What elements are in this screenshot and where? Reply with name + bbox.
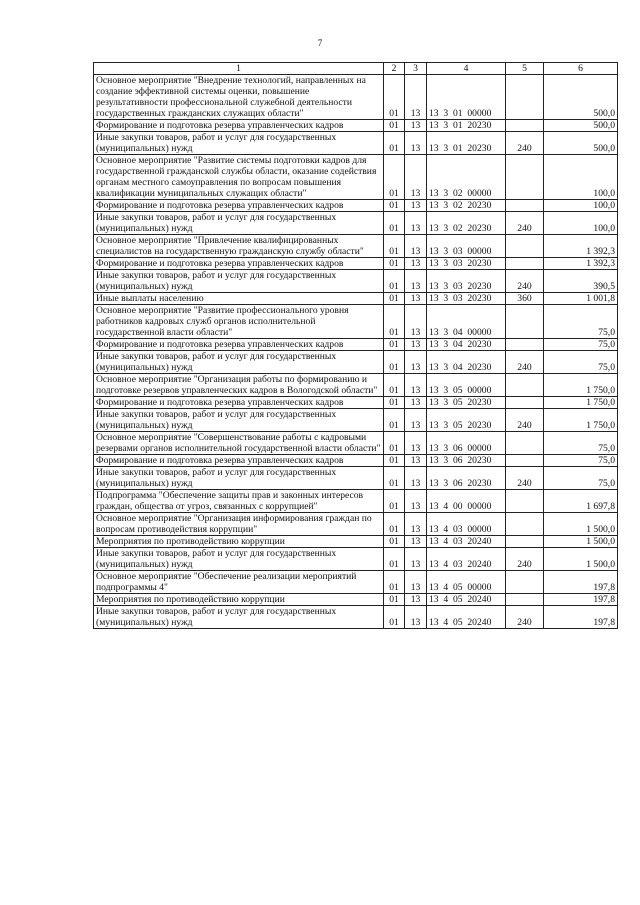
cell-name: Основное мероприятие "Привлечение квалифицированных специалистов на государственную гражданскую службу области" (94, 235, 384, 258)
cell-amount: 75,0 (544, 455, 618, 467)
table-row (94, 409, 618, 432)
cell-expense-type (506, 397, 544, 409)
table-row (94, 467, 618, 490)
cell-amount: 197,8 (544, 571, 618, 594)
cell-subsection: 13 (405, 212, 427, 235)
cell-name: Основное мероприятие "Развитие профессионального уровня работников кадровых служб органов исполнительной государственной власти области" (94, 305, 384, 339)
cell-target-article: 13 3 01 00000 (427, 75, 506, 120)
table-row (94, 132, 618, 155)
cell-name: Основное мероприятие "Совершенствование работы с кадровыми резервами органов исполнительной государственной власти области" (94, 432, 384, 455)
cell-expense-type (506, 490, 544, 513)
budget-table (93, 62, 618, 629)
cell-target-article: 13 3 05 20230 (427, 409, 506, 432)
cell-subsection: 13 (405, 258, 427, 270)
cell-expense-type: 240 (506, 467, 544, 490)
cell-expense-type: 240 (506, 132, 544, 155)
cell-target-article: 13 3 03 20230 (427, 270, 506, 293)
cell-target-article: 13 3 06 20230 (427, 455, 506, 467)
cell-section: 01 (384, 513, 405, 536)
cell-target-article: 13 3 04 20230 (427, 351, 506, 374)
table-row (94, 606, 618, 629)
cell-expense-type (506, 120, 544, 132)
cell-amount: 100,0 (544, 200, 618, 212)
cell-amount: 1 750,0 (544, 374, 618, 397)
cell-expense-type (506, 536, 544, 548)
cell-amount: 75,0 (544, 467, 618, 490)
cell-amount: 1 750,0 (544, 409, 618, 432)
table-row (94, 455, 618, 467)
cell-subsection: 13 (405, 467, 427, 490)
cell-expense-type: 240 (506, 548, 544, 571)
cell-name: Формирование и подготовка резерва управленческих кадров (94, 339, 384, 351)
table-row (94, 200, 618, 212)
cell-name: Иные закупки товаров, работ и услуг для государственных (муниципальных) нужд (94, 212, 384, 235)
cell-amount: 1 500,0 (544, 536, 618, 548)
cell-amount: 1 697,8 (544, 490, 618, 513)
cell-expense-type (506, 75, 544, 120)
cell-amount: 500,0 (544, 120, 618, 132)
header-row (94, 63, 618, 75)
cell-subsection: 13 (405, 513, 427, 536)
cell-subsection: 13 (405, 235, 427, 258)
cell-subsection: 13 (405, 606, 427, 629)
cell-name: Иные закупки товаров, работ и услуг для государственных (муниципальных) нужд (94, 548, 384, 571)
cell-expense-type: 240 (506, 212, 544, 235)
cell-section: 01 (384, 467, 405, 490)
table-row (94, 351, 618, 374)
cell-section: 01 (384, 339, 405, 351)
cell-amount: 197,8 (544, 594, 618, 606)
table-row (94, 293, 618, 305)
cell-amount: 1 392,3 (544, 258, 618, 270)
cell-target-article: 13 3 06 20230 (427, 467, 506, 490)
cell-name: Иные закупки товаров, работ и услуг для государственных (муниципальных) нужд (94, 351, 384, 374)
cell-section: 01 (384, 305, 405, 339)
cell-section: 01 (384, 75, 405, 120)
cell-amount: 1 392,3 (544, 235, 618, 258)
cell-name: Иные закупки товаров, работ и услуг для государственных (муниципальных) нужд (94, 409, 384, 432)
cell-name: Иные выплаты населению (94, 293, 384, 305)
cell-name: Иные закупки товаров, работ и услуг для государственных (муниципальных) нужд (94, 132, 384, 155)
cell-name: Формирование и подготовка резерва управленческих кадров (94, 120, 384, 132)
table-row (94, 594, 618, 606)
cell-section: 01 (384, 409, 405, 432)
table-row (94, 339, 618, 351)
cell-subsection: 13 (405, 293, 427, 305)
cell-section: 01 (384, 571, 405, 594)
cell-target-article: 13 4 05 00000 (427, 571, 506, 594)
cell-target-article: 13 3 04 20230 (427, 339, 506, 351)
table-row (94, 513, 618, 536)
cell-target-article: 13 3 04 00000 (427, 305, 506, 339)
table-row (94, 212, 618, 235)
cell-subsection: 13 (405, 536, 427, 548)
cell-name: Иные закупки товаров, работ и услуг для государственных (муниципальных) нужд (94, 270, 384, 293)
cell-amount: 75,0 (544, 339, 618, 351)
cell-target-article: 13 4 03 20240 (427, 548, 506, 571)
cell-target-article: 13 3 02 20230 (427, 212, 506, 235)
cell-section: 01 (384, 155, 405, 200)
cell-expense-type (506, 455, 544, 467)
cell-name: Иные закупки товаров, работ и услуг для государственных (муниципальных) нужд (94, 467, 384, 490)
cell-subsection: 13 (405, 351, 427, 374)
cell-name: Мероприятия по противодействию коррупции (94, 594, 384, 606)
header-cell-6: 6 (544, 63, 618, 75)
cell-subsection: 13 (405, 120, 427, 132)
cell-expense-type (506, 200, 544, 212)
cell-expense-type (506, 339, 544, 351)
cell-amount: 1 001,8 (544, 293, 618, 305)
cell-section: 01 (384, 200, 405, 212)
cell-section: 01 (384, 432, 405, 455)
cell-subsection: 13 (405, 548, 427, 571)
cell-amount: 197,8 (544, 606, 618, 629)
cell-amount: 100,0 (544, 155, 618, 200)
cell-name: Основное мероприятие "Развитие системы подготовки кадров для государственной гражданской службы области, оказание содействия органам местного самоуправления по вопросам повышения квалификации муниципальных служащих области" (94, 155, 384, 200)
cell-section: 01 (384, 548, 405, 571)
cell-section: 01 (384, 594, 405, 606)
cell-subsection: 13 (405, 397, 427, 409)
cell-subsection: 13 (405, 409, 427, 432)
cell-subsection: 13 (405, 455, 427, 467)
table-row (94, 548, 618, 571)
cell-target-article: 13 3 02 00000 (427, 155, 506, 200)
cell-target-article: 13 4 05 20240 (427, 594, 506, 606)
cell-expense-type: 240 (506, 270, 544, 293)
cell-amount: 75,0 (544, 432, 618, 455)
cell-section: 01 (384, 606, 405, 629)
cell-section: 01 (384, 270, 405, 293)
header-cell-3: 3 (405, 63, 427, 75)
page-number: 7 (317, 38, 323, 48)
cell-expense-type (506, 305, 544, 339)
header-cell-4: 4 (427, 63, 506, 75)
cell-target-article: 13 3 05 20230 (427, 397, 506, 409)
cell-target-article: 13 3 05 00000 (427, 374, 506, 397)
cell-subsection: 13 (405, 132, 427, 155)
cell-section: 01 (384, 490, 405, 513)
cell-amount: 1 750,0 (544, 397, 618, 409)
table-row (94, 120, 618, 132)
header-cell-2: 2 (384, 63, 405, 75)
cell-subsection: 13 (405, 339, 427, 351)
cell-subsection: 13 (405, 305, 427, 339)
cell-subsection: 13 (405, 155, 427, 200)
cell-target-article: 13 3 01 20230 (427, 120, 506, 132)
cell-section: 01 (384, 235, 405, 258)
cell-name: Мероприятия по противодействию коррупции (94, 536, 384, 548)
cell-section: 01 (384, 258, 405, 270)
cell-section: 01 (384, 120, 405, 132)
cell-name: Подпрограмма "Обеспечение защиты прав и законных интересов граждан, общества от угроз, связанных с коррупцией" (94, 490, 384, 513)
cell-section: 01 (384, 212, 405, 235)
cell-target-article: 13 3 06 00000 (427, 432, 506, 455)
cell-subsection: 13 (405, 432, 427, 455)
cell-expense-type (506, 571, 544, 594)
cell-subsection: 13 (405, 490, 427, 513)
cell-name: Формирование и подготовка резерва управленческих кадров (94, 397, 384, 409)
cell-expense-type: 240 (506, 606, 544, 629)
cell-name: Формирование и подготовка резерва управленческих кадров (94, 258, 384, 270)
cell-subsection: 13 (405, 270, 427, 293)
table-row (94, 270, 618, 293)
table-row (94, 258, 618, 270)
cell-amount: 500,0 (544, 75, 618, 120)
table-row (94, 432, 618, 455)
cell-name: Основное мероприятие "Обеспечение реализации мероприятий подпрограммы 4" (94, 571, 384, 594)
table-row (94, 75, 618, 120)
cell-expense-type (506, 155, 544, 200)
cell-expense-type: 240 (506, 351, 544, 374)
table-row (94, 490, 618, 513)
cell-target-article: 13 3 03 20230 (427, 293, 506, 305)
cell-expense-type: 360 (506, 293, 544, 305)
header-cell-1: 1 (94, 63, 384, 75)
cell-target-article: 13 3 03 20230 (427, 258, 506, 270)
cell-expense-type (506, 374, 544, 397)
cell-target-article: 13 4 00 00000 (427, 490, 506, 513)
cell-expense-type (506, 235, 544, 258)
cell-amount: 1 500,0 (544, 513, 618, 536)
cell-amount: 75,0 (544, 305, 618, 339)
cell-target-article: 13 3 03 00000 (427, 235, 506, 258)
cell-name: Основное мероприятие "Внедрение технологий, направленных на создание эффективной системы оценки, повышение результативности профессиональной служебной деятельности государственных гражданских служащих области" (94, 75, 384, 120)
cell-amount: 75,0 (544, 351, 618, 374)
cell-subsection: 13 (405, 75, 427, 120)
cell-section: 01 (384, 536, 405, 548)
cell-name: Основное мероприятие "Организация информирования граждан по вопросам противодействия коррупции" (94, 513, 384, 536)
cell-expense-type (506, 513, 544, 536)
cell-amount: 500,0 (544, 132, 618, 155)
cell-expense-type: 240 (506, 409, 544, 432)
cell-name: Формирование и подготовка резерва управленческих кадров (94, 200, 384, 212)
table-row (94, 397, 618, 409)
cell-amount: 1 500,0 (544, 548, 618, 571)
header-cell-5: 5 (506, 63, 544, 75)
cell-name: Иные закупки товаров, работ и услуг для государственных (муниципальных) нужд (94, 606, 384, 629)
cell-subsection: 13 (405, 374, 427, 397)
cell-target-article: 13 3 01 20230 (427, 132, 506, 155)
cell-section: 01 (384, 351, 405, 374)
cell-section: 01 (384, 397, 405, 409)
cell-subsection: 13 (405, 594, 427, 606)
cell-target-article: 13 4 03 20240 (427, 536, 506, 548)
table-row (94, 235, 618, 258)
cell-amount: 390,5 (544, 270, 618, 293)
cell-expense-type (506, 432, 544, 455)
cell-target-article: 13 3 02 20230 (427, 200, 506, 212)
cell-target-article: 13 4 03 00000 (427, 513, 506, 536)
cell-subsection: 13 (405, 200, 427, 212)
cell-section: 01 (384, 374, 405, 397)
cell-section: 01 (384, 293, 405, 305)
cell-expense-type (506, 258, 544, 270)
table-row (94, 155, 618, 200)
table-row (94, 305, 618, 339)
cell-name: Формирование и подготовка резерва управленческих кадров (94, 455, 384, 467)
table-row (94, 536, 618, 548)
table-row (94, 374, 618, 397)
cell-section: 01 (384, 132, 405, 155)
cell-subsection: 13 (405, 571, 427, 594)
cell-amount: 100,0 (544, 212, 618, 235)
cell-name: Основное мероприятие "Организация работы по формированию и подготовке резервов управленческих кадров в Вологодской области" (94, 374, 384, 397)
table-row (94, 571, 618, 594)
cell-target-article: 13 4 05 20240 (427, 606, 506, 629)
cell-section: 01 (384, 455, 405, 467)
cell-expense-type (506, 594, 544, 606)
